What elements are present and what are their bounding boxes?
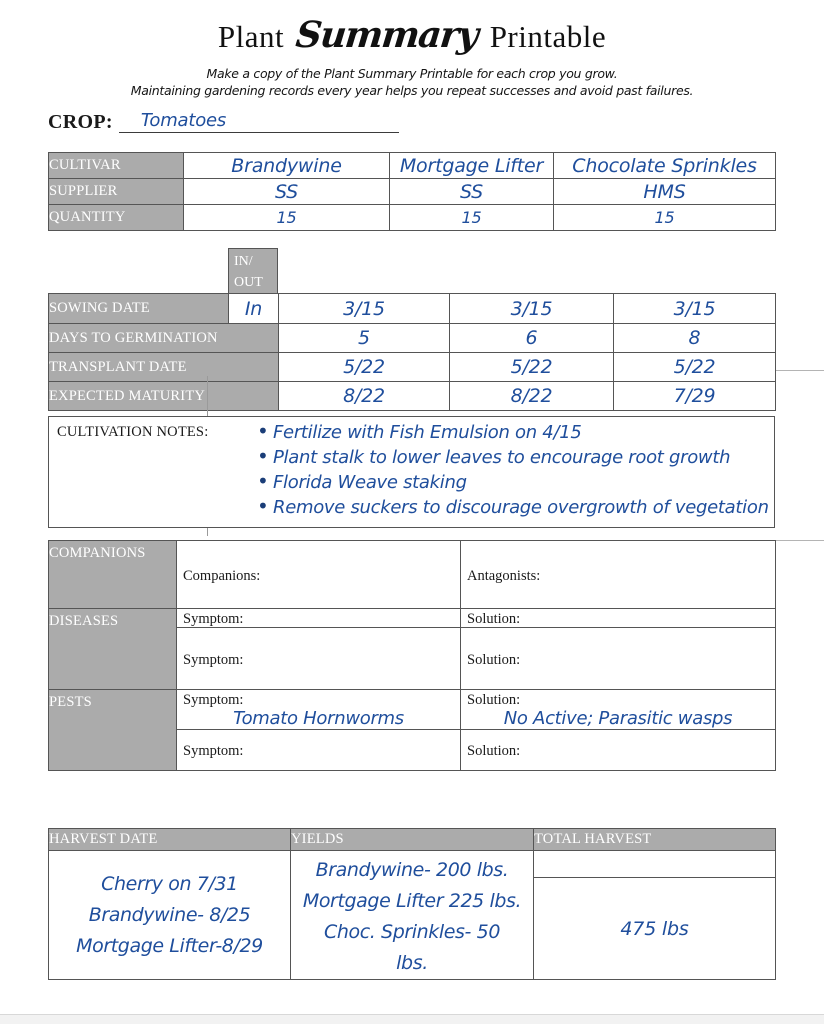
sub-label-companions: Companions: — [183, 567, 261, 584]
list-item: • Florida Weave staking — [257, 470, 769, 495]
sub-label-solution: Solution: — [467, 692, 521, 708]
crop-field — [48, 110, 399, 133]
subtitle-line-2: Maintaining gardening records every year helps you repeat successes and avoid past failures. — [130, 83, 694, 98]
cultivation-notes-list — [257, 420, 769, 520]
cell-in-out-value[interactable] — [229, 294, 279, 324]
cell-cultivar-2[interactable] — [390, 153, 554, 179]
cell-value: 15 — [654, 207, 675, 227]
cell-supplier-1[interactable] — [184, 179, 390, 205]
cell-value: In — [244, 297, 263, 320]
sub-label-solution: Solution: — [467, 743, 521, 759]
cell-value: 5 — [358, 327, 370, 349]
crop-input-underline[interactable] — [119, 110, 399, 133]
header-harvest-date: HARVEST DATE — [49, 829, 291, 851]
table-row-expected-maturity — [49, 382, 776, 411]
cell-antagonists[interactable] — [461, 541, 776, 609]
sub-label-antagonists: Antagonists: — [467, 567, 541, 584]
cell-cultivar-3[interactable] — [554, 153, 776, 179]
row-label-days-to-germination: DAYS TO GERMINATION — [49, 324, 279, 353]
cell-value: 8 — [688, 327, 701, 349]
cell-sowing-1[interactable] — [279, 294, 450, 324]
row-label-diseases: DISEASES — [49, 609, 177, 690]
yield-line: Mortgage Lifter 225 lbs. — [302, 890, 522, 912]
sub-label-solution: Solution: — [467, 651, 521, 668]
cell-transplant-3[interactable] — [614, 353, 776, 382]
cell-value: 5/22 — [673, 356, 716, 378]
page-subtitle — [0, 65, 824, 99]
cell-value: 5/22 — [510, 356, 553, 378]
cell-value: 15 — [461, 207, 482, 227]
yield-line: lbs. — [396, 952, 428, 974]
cell-disease-solution-1[interactable] — [461, 609, 776, 628]
cell-total-harvest-value[interactable] — [534, 878, 776, 980]
cell-value: 15 — [276, 207, 297, 227]
cell-maturity-2[interactable] — [450, 382, 614, 411]
yield-line: Brandywine- 200 lbs. — [315, 859, 509, 881]
cell-value: 3/15 — [673, 297, 716, 320]
cell-germination-2[interactable] — [450, 324, 614, 353]
harvest-date-line: Cherry on 7/31 — [101, 872, 238, 895]
table-row-harvest-values — [49, 851, 776, 878]
cell-transplant-2[interactable] — [450, 353, 614, 382]
page-title — [0, 0, 824, 56]
cell-value: Chocolate Sprinkles — [572, 154, 757, 177]
in-out-header-box — [228, 248, 278, 294]
sub-label-symptom: Symptom: — [183, 743, 244, 759]
header-yields: YIELDS — [291, 829, 534, 851]
cell-value: 8/22 — [510, 385, 553, 407]
table-row-transplant-date — [49, 353, 776, 382]
selection-guide-horizontal-line-top — [776, 370, 824, 371]
cell-supplier-3[interactable] — [554, 179, 776, 205]
cell-value: 8/22 — [343, 385, 385, 407]
table-row-harvest-headers — [49, 829, 776, 851]
cell-value: 3/15 — [343, 297, 385, 320]
title-part-one: Plant — [217, 19, 285, 54]
cell-total-harvest-blank[interactable] — [534, 851, 776, 878]
subtitle-line-1: Make a copy of the Plant Summary Printable for each crop you grow. — [206, 66, 618, 81]
table-row-companions — [49, 541, 776, 609]
row-label-cultivar: CULTIVAR — [49, 153, 184, 179]
list-item: • Fertilize with Fish Emulsion on 4/15 — [257, 420, 769, 445]
row-label-supplier: SUPPLIER — [49, 179, 184, 205]
cell-value: Mortgage Lifter — [399, 154, 544, 177]
title-script-word: Summary — [294, 14, 480, 56]
table-row-supplier — [49, 179, 776, 205]
cell-companions[interactable] — [177, 541, 461, 609]
cell-value: Brandywine — [231, 154, 342, 177]
cell-germination-1[interactable] — [279, 324, 450, 353]
table-row-pests-1 — [49, 690, 776, 730]
cell-pest-symptom-2[interactable] — [177, 730, 461, 771]
table-row-days-to-germination — [49, 324, 776, 353]
cell-disease-symptom-2[interactable] — [177, 628, 461, 690]
cultivation-notes-label: CULTIVATION NOTES: — [57, 424, 209, 440]
cell-sowing-2[interactable] — [450, 294, 614, 324]
sub-label-symptom: Symptom: — [183, 651, 244, 668]
cell-cultivar-1[interactable] — [184, 153, 390, 179]
cultivation-notes-box[interactable] — [48, 416, 775, 528]
row-label-expected-maturity: EXPECTED MATURITY — [49, 382, 279, 411]
row-label-pests: PESTS — [49, 690, 177, 771]
title-part-two: Printable — [489, 19, 607, 54]
list-item: • Plant stalk to lower leaves to encourage root growth — [257, 445, 769, 470]
cell-maturity-3[interactable] — [614, 382, 776, 411]
header-total-harvest: TOTAL HARVEST — [534, 829, 776, 851]
cell-disease-symptom-1[interactable] — [177, 609, 461, 628]
cell-supplier-2[interactable] — [390, 179, 554, 205]
page-bottom-shadow — [0, 1015, 824, 1024]
harvest-table — [48, 828, 776, 980]
harvest-date-line: Mortgage Lifter-8/29 — [76, 934, 263, 957]
cell-sowing-3[interactable] — [614, 294, 776, 324]
cell-maturity-1[interactable] — [279, 382, 450, 411]
cell-value: No Active; Parasitic wasps — [503, 708, 733, 729]
cell-value: 6 — [525, 327, 538, 349]
cell-pest-solution-1[interactable] — [461, 690, 776, 730]
dates-table — [48, 293, 776, 411]
crop-label: CROP: — [48, 111, 113, 133]
cell-quantity-2[interactable] — [390, 205, 554, 231]
harvest-date-line: Brandywine- 8/25 — [88, 903, 251, 926]
cell-germination-3[interactable] — [614, 324, 776, 353]
cell-quantity-1[interactable] — [184, 205, 390, 231]
table-row-sowing-date — [49, 294, 776, 324]
cell-transplant-1[interactable] — [279, 353, 450, 382]
cell-yields-values[interactable] — [291, 851, 534, 980]
yield-line: Choc. Sprinkles- 50 — [323, 921, 501, 943]
in-out-line-1: IN/ — [234, 254, 253, 269]
sub-label-symptom: Symptom: — [183, 692, 244, 708]
list-item: • Remove suckers to discourage overgrowth of vegetation — [257, 495, 769, 520]
cell-disease-solution-2[interactable] — [461, 628, 776, 690]
table-row-diseases-1 — [49, 609, 776, 628]
cell-value: SS — [274, 180, 299, 203]
crop-value: Tomatoes — [140, 110, 227, 131]
selection-guide-horizontal-line-bottom — [776, 540, 824, 541]
row-label-transplant-date: TRANSPLANT DATE — [49, 353, 279, 382]
row-label-sowing-date: SOWING DATE — [49, 294, 229, 324]
cell-pest-symptom-1[interactable] — [177, 690, 461, 730]
cell-value: HMS — [643, 180, 686, 203]
cell-harvest-date-values[interactable] — [49, 851, 291, 980]
cell-pest-solution-2[interactable] — [461, 730, 776, 771]
total-harvest-value: 475 lbs — [620, 917, 689, 940]
cell-value: 5/22 — [343, 356, 385, 378]
sub-label-solution: Solution: — [467, 611, 521, 627]
table-row-quantity — [49, 205, 776, 231]
row-label-quantity: QUANTITY — [49, 205, 184, 231]
sub-label-symptom: Symptom: — [183, 611, 244, 627]
cell-value: Tomato Hornworms — [233, 708, 404, 729]
in-out-line-2: OUT — [234, 275, 263, 290]
cell-value: 7/29 — [673, 385, 716, 407]
row-label-companions: COMPANIONS — [49, 541, 177, 609]
cultivar-table — [48, 152, 776, 231]
table-row-cultivar — [49, 153, 776, 179]
cell-value: 3/15 — [510, 297, 553, 320]
companions-diseases-pests-table — [48, 540, 776, 771]
cell-quantity-3[interactable] — [554, 205, 776, 231]
cell-value: SS — [459, 180, 484, 203]
